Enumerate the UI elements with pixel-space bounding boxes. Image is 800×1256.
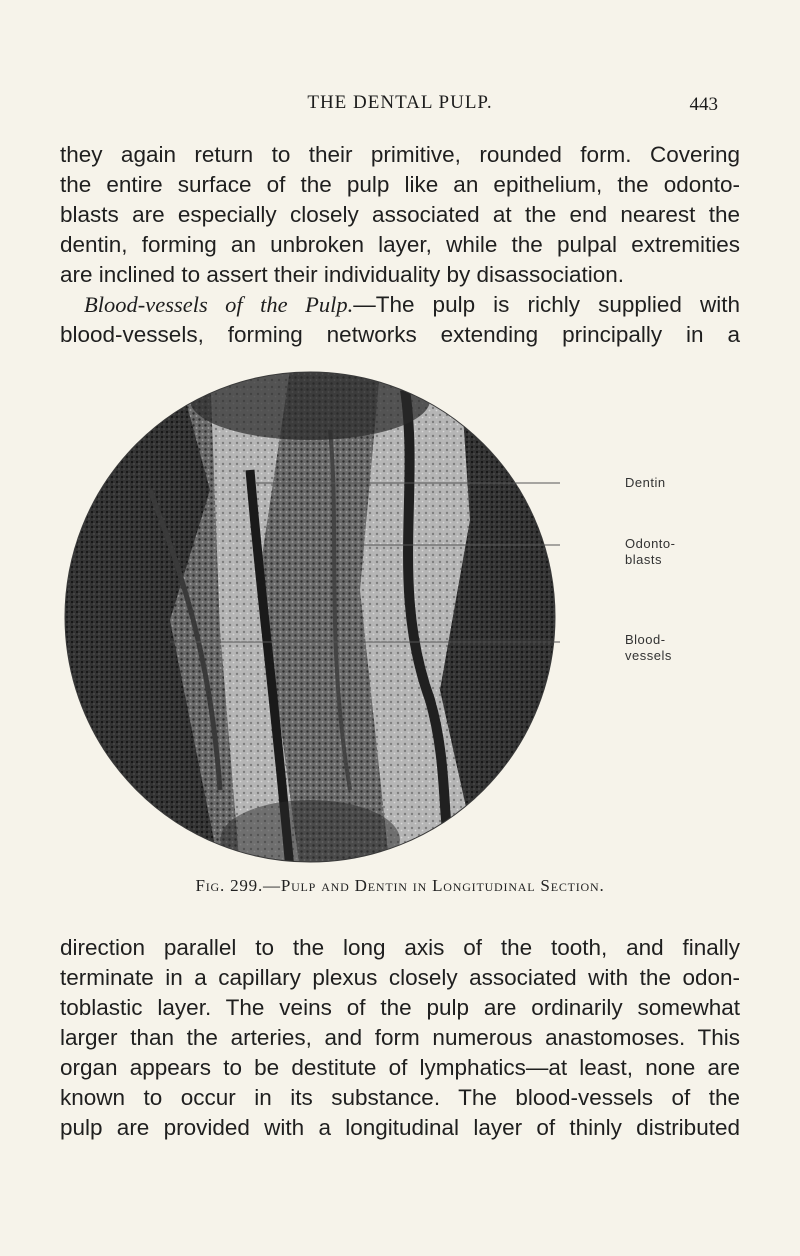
page-number: 443 [689,94,718,115]
text-line: larger than the arteries, and form numerous anastomoses. This [60,1025,740,1050]
text-line: blasts are especially closely associated at the end nearest the [60,202,740,227]
text-line: organ appears to be destitute of lymphatics—at least, none are [60,1055,740,1080]
figure-label-blood-vessels-2: vessels [625,648,672,663]
text-line: the entire surface of the pulp like an epithelium, the odonto- [60,172,740,197]
text-line: they again return to their primitive, rounded form. Covering [60,142,740,167]
figure-label-odontoblasts-1: Odonto- [625,536,676,551]
figure-caption: Fig. 299.—Pulp and Dentin in Longitudinal Section. [195,876,605,895]
running-head-title: THE DENTAL PULP. [307,92,493,113]
text-line: toblastic layer. The veins of the pulp are ordinarily somewhat [60,995,740,1020]
text-line: pulp are provided with a longitudinal layer of thinly distributed [60,1115,740,1140]
running-head [0,92,800,122]
figure-label-odontoblasts-2: blasts [625,552,662,567]
text-span: —The pulp is richly supplied with [353,292,740,317]
micrograph-illustration [60,370,740,870]
figure-micrograph [60,370,740,870]
text-line: blood-vessels, forming networks extending principally in a [60,322,740,347]
section-heading: Blood-vessels of the Pulp. [84,292,354,317]
text-line: known to occur in its substance. The blood-vessels of the [60,1085,740,1110]
text-line: dentin, forming an unbroken layer, while the pulpal extremities [60,232,740,257]
text-line: terminate in a capillary plexus closely associated with the odon- [60,965,740,990]
text-block-bottom [60,933,740,1143]
section-paragraph-start [60,290,740,320]
text-block-top [60,140,740,350]
figure-label-blood-vessels-1: Blood- [625,632,666,647]
figure-label-dentin: Dentin [625,475,666,490]
text-line: direction parallel to the long axis of the tooth, and finally [60,935,740,960]
text-line: are inclined to assert their individuality by disassociation. [60,262,625,287]
